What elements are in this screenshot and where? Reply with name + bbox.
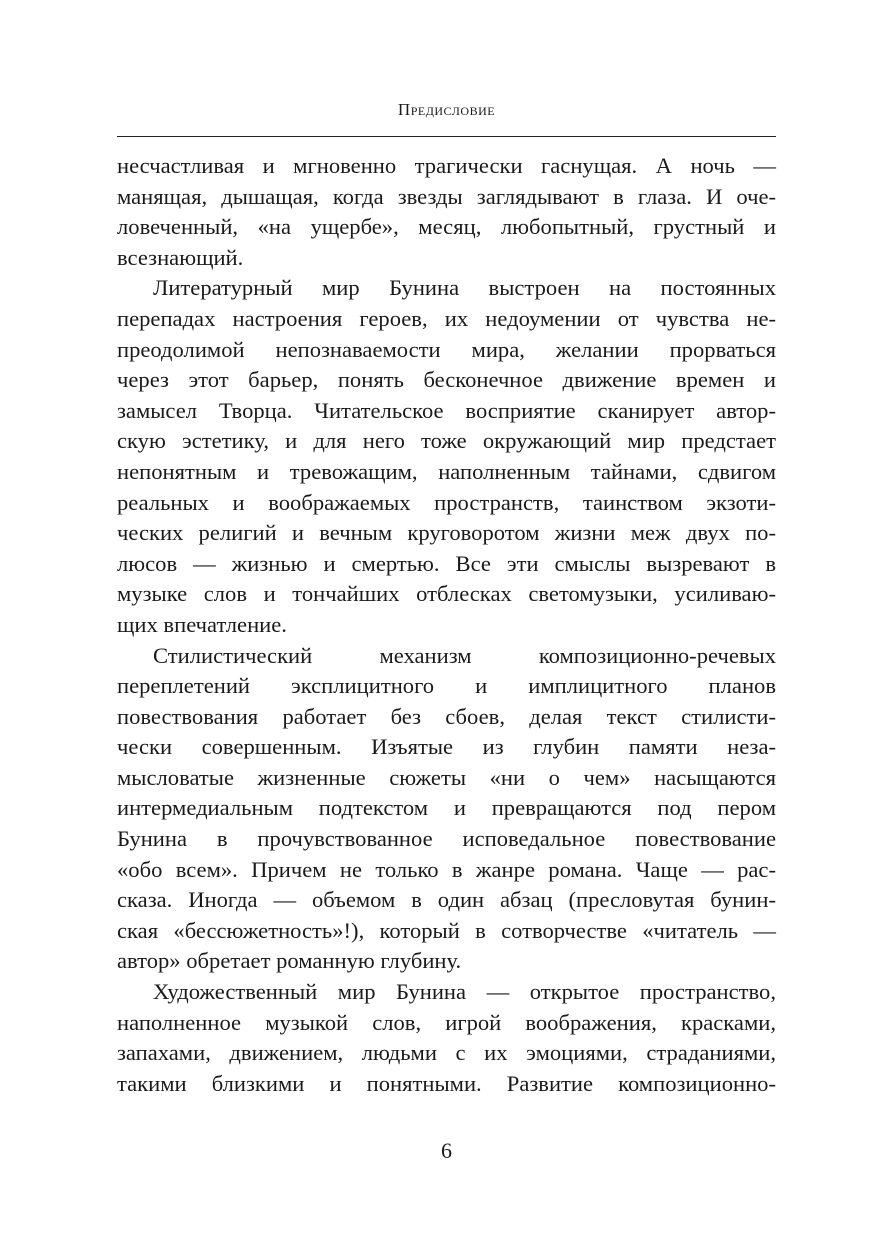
text-line: запахами, движением, людьми с их эмоциями, страданиями, — [117, 1040, 776, 1066]
header-rule — [117, 136, 776, 137]
text-line: реальных и воображаемых пространств, таинством экзоти- — [117, 489, 776, 515]
text-line: такими близкими и понятными. Развитие композиционно- — [117, 1070, 776, 1096]
text-line: ская «бессюжетность»!), который в сотворчестве «читатель — — [117, 917, 776, 943]
text-line: Бунина в прочувствованное исповедальное повествование — [117, 826, 776, 852]
text-line: перепадах настроения героев, их недоумении от чувства не- — [117, 305, 776, 331]
text-line: чески совершенным. Изъятые из глубин памяти неза- — [117, 734, 776, 760]
text-line: всезнающий. — [117, 244, 244, 270]
text-line: ловеченный, «на ущербе», месяц, любопытный, грустный и — [117, 214, 776, 240]
running-head: Предисловие — [397, 100, 496, 119]
text-line: мысловатые жизненные сюжеты «ни о чем» насыщаются — [117, 764, 776, 790]
page-number: 6 — [441, 1138, 452, 1163]
text-line: сказа. Иногда — объемом в один абзац (пресловутая бунин- — [117, 887, 776, 913]
text-line: «обо всем». Причем не только в жанре романа. Чаще — рас- — [117, 856, 776, 882]
text-line: ческих религий и вечным круговоротом жизни меж двух по- — [117, 520, 776, 546]
text-line: повествования работает без сбоев, делая текст стилисти- — [117, 703, 776, 729]
text-line: люсов — жизнью и смертью. Все эти смыслы вызревают в — [117, 550, 776, 576]
text-line: Литературный мир Бунина выстроен на постоянных — [153, 275, 776, 301]
text-line: через этот барьер, понять бесконечное движение времен и — [117, 367, 776, 393]
text-line: преодолимой непознаваемости мира, желании прорваться — [117, 336, 776, 362]
text-line: замысел Творца. Читательское восприятие сканирует автор- — [117, 397, 776, 423]
text-line: наполненное музыкой слов, игрой воображения, красками, — [117, 1009, 776, 1035]
text-line: Стилистический механизм композиционно-речевых — [153, 642, 776, 668]
text-line: несчастливая и мгновенно трагически гаснущая. А ночь — — [117, 153, 776, 178]
text-line: интермедиальным подтекстом и превращаются под пером — [117, 795, 776, 821]
text-line: переплетений эксплицитного и имплицитного планов — [117, 673, 776, 699]
text-line: музыке слов и тончайших отблесках светомузыки, усиливаю- — [117, 581, 776, 607]
text-line: Художественный мир Бунина — открытое пространство, — [153, 979, 776, 1005]
text-line: скую эстетику, и для него тоже окружающий мир предстает — [117, 428, 776, 454]
body-text — [117, 151, 776, 1099]
text-line: щих впечатление. — [117, 611, 287, 637]
text-line: манящая, дышащая, когда звезды заглядывают в глаза. И оче- — [117, 183, 776, 209]
text-line: автор» обретает романную глубину. — [117, 948, 462, 974]
text-line: непонятным и тревожащим, наполненным тайнами, сдвигом — [117, 458, 776, 484]
